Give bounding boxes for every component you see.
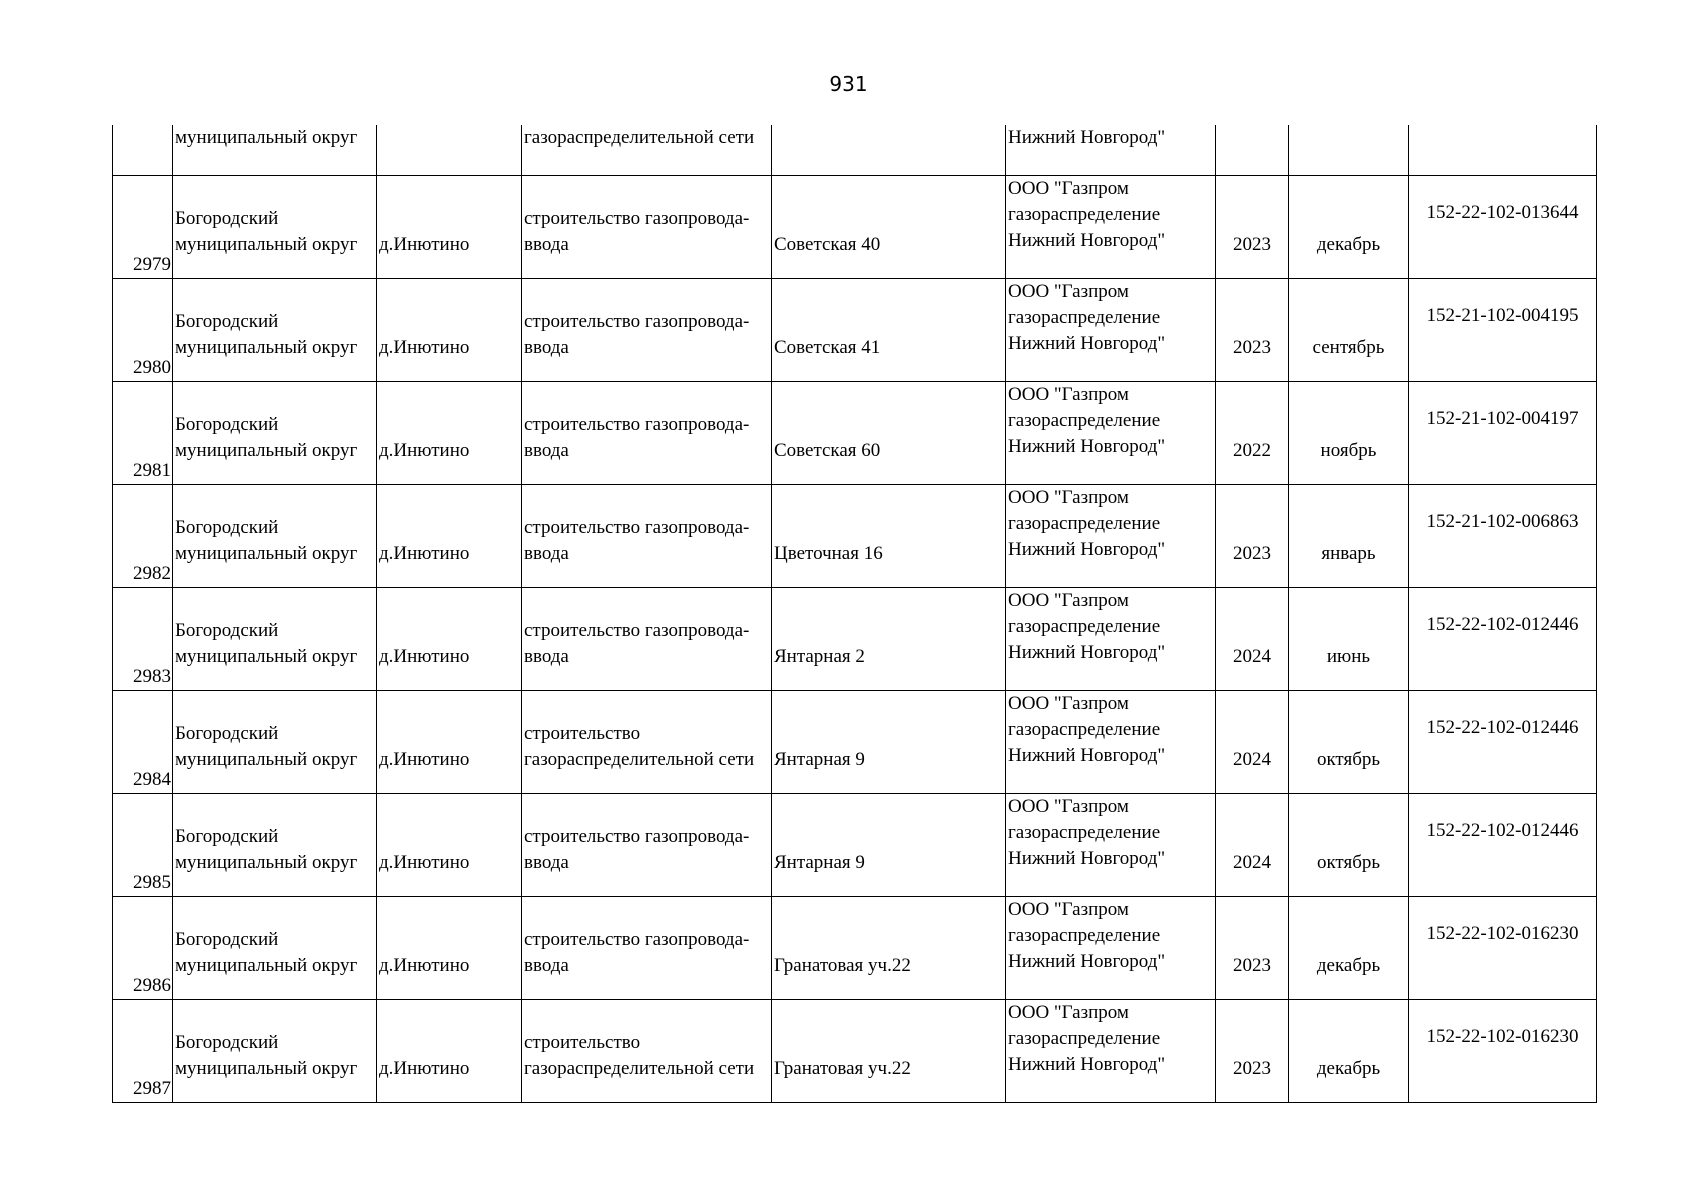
locality-cell (377, 793, 522, 896)
year-text (1216, 279, 1288, 381)
operator-line: Нижний Новгород" (1008, 538, 1166, 560)
year-value: 2023 (1233, 954, 1271, 976)
district-line: муниципальный округ (175, 748, 358, 770)
table-row (113, 484, 1597, 587)
work-type-line: ввода (524, 439, 569, 461)
district-line: муниципальный округ (175, 439, 358, 461)
table-row (113, 278, 1597, 381)
contract-text (1409, 588, 1596, 690)
district-line: Богородский (175, 207, 279, 229)
district-text (175, 382, 376, 484)
year-cell (1216, 484, 1289, 587)
row-number-cell: 2987 (113, 999, 173, 1102)
address-line: Янтарная 9 (774, 851, 865, 873)
month-cell (1289, 484, 1409, 587)
address-line: Янтарная 9 (774, 748, 865, 770)
address-text (774, 382, 1005, 484)
month-value: октябрь (1316, 748, 1381, 770)
work-type-cell (522, 896, 772, 999)
year-cell (1216, 125, 1289, 175)
locality-text (379, 485, 521, 587)
locality-cell (377, 175, 522, 278)
year-text (1216, 897, 1288, 999)
work-type-cell (522, 381, 772, 484)
operator-line: ООО "Газпром (1008, 795, 1129, 817)
address-cell (772, 999, 1006, 1102)
operator-text (1008, 691, 1215, 793)
address-text (774, 279, 1005, 381)
year-value: 2023 (1233, 1057, 1271, 1079)
district-line: муниципальный округ (175, 1057, 358, 1079)
locality-line: д.Инютино (379, 439, 470, 461)
operator-text (1008, 279, 1215, 381)
locality-cell (377, 690, 522, 793)
contract-cell (1409, 381, 1597, 484)
work-type-line: строительство газопровода- (524, 207, 750, 229)
district-text (175, 897, 376, 999)
operator-line: ООО "Газпром (1008, 486, 1129, 508)
row-number-cell: 2981 (113, 381, 173, 484)
locality-line: д.Инютино (379, 645, 470, 667)
month-text (1289, 897, 1408, 999)
district-cell (173, 999, 377, 1102)
month-value: декабрь (1316, 954, 1381, 976)
year-value: 2023 (1233, 542, 1271, 564)
operator-line: газораспределение (1008, 512, 1161, 534)
work-type-line: строительство газопровода- (524, 413, 750, 435)
row-number-cell: 2986 (113, 896, 173, 999)
contract-text (1409, 382, 1596, 484)
year-cell (1216, 896, 1289, 999)
district-line: Богородский (175, 722, 279, 744)
operator-text (1008, 382, 1215, 484)
locality-cell (377, 587, 522, 690)
work-type-line: ввода (524, 851, 569, 873)
operator-line: ООО "Газпром (1008, 383, 1129, 405)
address-line: Гранатовая уч.22 (774, 954, 911, 976)
month-text (1289, 176, 1408, 278)
work-type-line: строительство газопровода- (524, 619, 750, 641)
contract-number: 152-22-102-016230 (1426, 922, 1579, 944)
table-row (113, 175, 1597, 278)
district-line: Богородский (175, 619, 279, 641)
year-cell (1216, 690, 1289, 793)
work-type-line: строительство газопровода- (524, 310, 750, 332)
operator-line: ООО "Газпром (1008, 898, 1129, 920)
work-type-line: газораспределительной сети (524, 748, 755, 770)
month-value: декабрь (1316, 233, 1381, 255)
row-number-cell: 2982 (113, 484, 173, 587)
operator-text (1008, 1000, 1215, 1102)
operator-cell (1006, 484, 1216, 587)
operator-cell (1006, 278, 1216, 381)
operator-line: ООО "Газпром (1008, 177, 1129, 199)
locality-cell (377, 896, 522, 999)
district-cell (173, 587, 377, 690)
district-text (175, 588, 376, 690)
district-line: муниципальный округ (175, 542, 358, 564)
operator-cell (1006, 381, 1216, 484)
district-line: муниципальный округ (175, 645, 358, 667)
operator-line: ООО "Газпром (1008, 1001, 1129, 1023)
contract-cell (1409, 690, 1597, 793)
operator-line: Нижний Новгород" (1008, 332, 1166, 354)
operator-text (1008, 485, 1215, 587)
operator-cell (1006, 587, 1216, 690)
work-type-text (524, 897, 771, 999)
locality-line: д.Инютино (379, 954, 470, 976)
district-text (175, 176, 376, 278)
operator-cell (1006, 175, 1216, 278)
month-cell (1289, 587, 1409, 690)
month-cell (1289, 690, 1409, 793)
operator-line: газораспределение (1008, 718, 1161, 740)
district-text (175, 485, 376, 587)
month-value: январь (1321, 542, 1376, 564)
district-line: Богородский (175, 1031, 279, 1053)
locality-line: д.Инютино (379, 336, 470, 358)
operator-line: газораспределение (1008, 306, 1161, 328)
locality-cell (377, 125, 522, 175)
operator-text (1008, 176, 1215, 278)
table-row (113, 896, 1597, 999)
operator-text (1008, 897, 1215, 999)
contract-text (1409, 691, 1596, 793)
address-line: Гранатовая уч.22 (774, 1057, 911, 1079)
month-cell (1289, 793, 1409, 896)
work-type-cell (522, 278, 772, 381)
contract-text (1409, 1000, 1596, 1102)
operator-line: газораспределение (1008, 615, 1161, 637)
locality-cell (377, 381, 522, 484)
district-cell (173, 793, 377, 896)
locality-text (379, 382, 521, 484)
locality-text (379, 897, 521, 999)
operator-cell (1006, 999, 1216, 1102)
work-type-line: ввода (524, 336, 569, 358)
work-type-cell (522, 484, 772, 587)
locality-text (379, 794, 521, 896)
work-type-text (524, 1000, 771, 1102)
address-line: Советская 40 (774, 233, 881, 255)
work-type-line: ввода (524, 542, 569, 564)
address-cell (772, 896, 1006, 999)
work-type-text (524, 279, 771, 381)
address-cell (772, 484, 1006, 587)
district-cell (173, 484, 377, 587)
contract-cell (1409, 484, 1597, 587)
district-line: Богородский (175, 928, 279, 950)
district-line: Богородский (175, 825, 279, 847)
month-text (1289, 691, 1408, 793)
table-row (113, 793, 1597, 896)
operator-line: Нижний Новгород" (1008, 1053, 1166, 1075)
operator-text (1008, 588, 1215, 690)
month-cell (1289, 896, 1409, 999)
contract-text (1409, 485, 1596, 587)
district-line: Богородский (175, 516, 279, 538)
address-text (774, 691, 1005, 793)
operator-cell (1006, 690, 1216, 793)
table-row (113, 690, 1597, 793)
month-value: ноябрь (1320, 439, 1377, 461)
district-line: Богородский (175, 310, 279, 332)
address-text (774, 794, 1005, 896)
work-type-line: ввода (524, 233, 569, 255)
district-text (175, 794, 376, 896)
work-type-cell (522, 793, 772, 896)
month-value: декабрь (1316, 1057, 1381, 1079)
work-type-line: строительство (524, 1031, 641, 1053)
address-line: Советская 60 (774, 439, 881, 461)
work-type-line: ввода (524, 645, 569, 667)
contract-cell (1409, 278, 1597, 381)
district-cell (173, 690, 377, 793)
year-value: 2022 (1233, 439, 1271, 461)
contract-text (1409, 279, 1596, 381)
year-value: 2024 (1233, 748, 1271, 770)
locality-text (379, 279, 521, 381)
operator-line: газораспределение (1008, 409, 1161, 431)
locality-line: д.Инютино (379, 748, 470, 770)
address-text (774, 897, 1005, 999)
address-cell (772, 125, 1006, 175)
operator-line: ООО "Газпром (1008, 589, 1129, 611)
district-line: муниципальный округ (175, 954, 358, 976)
locality-cell (377, 999, 522, 1102)
month-value: июнь (1326, 645, 1371, 667)
year-cell (1216, 175, 1289, 278)
operator-line: газораспределение (1008, 1027, 1161, 1049)
contract-cell (1409, 896, 1597, 999)
contract-number: 152-22-102-012446 (1426, 613, 1579, 635)
locality-cell (377, 278, 522, 381)
locality-text (379, 588, 521, 690)
address-text (774, 588, 1005, 690)
month-text (1289, 588, 1408, 690)
address-line: Советская 41 (774, 336, 881, 358)
contract-number: 152-22-102-016230 (1426, 1025, 1579, 1047)
year-text (1216, 588, 1288, 690)
year-cell (1216, 999, 1289, 1102)
year-text (1216, 691, 1288, 793)
month-cell (1289, 278, 1409, 381)
contract-number: 152-22-102-012446 (1426, 716, 1579, 738)
work-type-line: строительство газопровода- (524, 825, 750, 847)
year-cell (1216, 587, 1289, 690)
district-cell (173, 278, 377, 381)
address-cell (772, 793, 1006, 896)
contract-number: 152-22-102-012446 (1426, 819, 1579, 841)
address-text (774, 1000, 1005, 1102)
work-type-cell (522, 690, 772, 793)
address-text (774, 485, 1005, 587)
district-line: муниципальный округ (175, 336, 358, 358)
district-line: муниципальный округ (175, 851, 358, 873)
operator-line: Нижний Новгород" (1008, 950, 1166, 972)
contract-number: 152-22-102-013644 (1426, 201, 1579, 223)
district-line: Богородский (175, 413, 279, 435)
contract-cell (1409, 587, 1597, 690)
row-number-cell: 2979 (113, 175, 173, 278)
row-number-cell: 2985 (113, 793, 173, 896)
district-cell (173, 175, 377, 278)
month-cell (1289, 125, 1409, 175)
contract-cell (1409, 175, 1597, 278)
month-text (1289, 485, 1408, 587)
work-type-line: строительство газопровода- (524, 928, 750, 950)
locality-line: д.Инютино (379, 851, 470, 873)
contract-number: 152-21-102-004195 (1426, 304, 1579, 326)
district-line: муниципальный округ (175, 233, 358, 255)
district-cell (173, 381, 377, 484)
address-text (774, 176, 1005, 278)
operator-line: ООО "Газпром (1008, 280, 1129, 302)
row-number-cell: 2984 (113, 690, 173, 793)
row-number-cell: 2980 (113, 278, 173, 381)
operator-line: Нижний Новгород" (1008, 744, 1166, 766)
locality-cell (377, 484, 522, 587)
table-row (113, 587, 1597, 690)
address-cell (772, 690, 1006, 793)
month-cell (1289, 381, 1409, 484)
operator-line: Нижний Новгород" (1008, 847, 1166, 869)
work-type-line: ввода (524, 954, 569, 976)
year-value: 2024 (1233, 851, 1271, 873)
year-value: 2024 (1233, 645, 1271, 667)
year-text (1216, 794, 1288, 896)
year-value: 2023 (1233, 336, 1271, 358)
address-cell (772, 278, 1006, 381)
contract-number: 152-21-102-004197 (1426, 407, 1579, 429)
year-text (1216, 382, 1288, 484)
operator-line: ООО "Газпром (1008, 692, 1129, 714)
month-text (1289, 1000, 1408, 1102)
address-cell (772, 175, 1006, 278)
locality-text (379, 691, 521, 793)
operator-cell (1006, 896, 1216, 999)
month-text (1289, 794, 1408, 896)
address-cell (772, 587, 1006, 690)
page-number: 931 (829, 72, 868, 96)
year-value: 2023 (1233, 233, 1271, 255)
work-type-text (524, 176, 771, 278)
locality-text (379, 176, 521, 278)
district-cell: муниципальный округ (173, 125, 377, 175)
month-value: сентябрь (1312, 336, 1385, 358)
year-text (1216, 176, 1288, 278)
locality-line: д.Инютино (379, 233, 470, 255)
month-value: октябрь (1316, 851, 1381, 873)
operator-text (1008, 794, 1215, 896)
year-cell (1216, 793, 1289, 896)
operator-line: Нижний Новгород" (1008, 435, 1166, 457)
work-type-line: газораспределительной сети (524, 1057, 755, 1079)
work-type-line: строительство газопровода- (524, 516, 750, 538)
district-text (175, 279, 376, 381)
num-cell (113, 125, 173, 175)
operator-cell: Нижний Новгород" (1006, 125, 1216, 175)
contract-cell (1409, 793, 1597, 896)
operator-line: газораспределение (1008, 821, 1161, 843)
operator-cell (1006, 793, 1216, 896)
operator-line: Нижний Новгород" (1008, 229, 1166, 251)
work-type-text (524, 485, 771, 587)
contract-text (1409, 794, 1596, 896)
locality-text (379, 1000, 521, 1102)
work-type-cell (522, 999, 772, 1102)
district-text (175, 691, 376, 793)
work-type-text (524, 691, 771, 793)
year-text (1216, 485, 1288, 587)
work-type-cell (522, 175, 772, 278)
operator-line: газораспределение (1008, 924, 1161, 946)
continuation-row (113, 125, 1597, 175)
table-row (113, 999, 1597, 1102)
contract-text (1409, 176, 1596, 278)
month-cell (1289, 999, 1409, 1102)
contract-cell (1409, 999, 1597, 1102)
address-line: Цветочная 16 (774, 542, 883, 564)
month-cell (1289, 175, 1409, 278)
year-cell (1216, 278, 1289, 381)
locality-line: д.Инютино (379, 1057, 470, 1079)
work-type-text (524, 588, 771, 690)
district-cell (173, 896, 377, 999)
address-line: Янтарная 2 (774, 645, 865, 667)
work-type-text (524, 794, 771, 896)
contract-number: 152-21-102-006863 (1426, 510, 1579, 532)
locality-line: д.Инютино (379, 542, 470, 564)
operator-line: Нижний Новгород" (1008, 641, 1166, 663)
year-cell (1216, 381, 1289, 484)
table-row (113, 381, 1597, 484)
contract-cell (1409, 125, 1597, 175)
operator-line: газораспределение (1008, 203, 1161, 225)
registry-table (112, 125, 1597, 1103)
work-type-cell: газораспределительной сети (522, 125, 772, 175)
work-type-text (524, 382, 771, 484)
work-type-line: строительство (524, 722, 641, 744)
row-number-cell: 2983 (113, 587, 173, 690)
contract-text (1409, 897, 1596, 999)
month-text (1289, 382, 1408, 484)
month-text (1289, 279, 1408, 381)
work-type-cell (522, 587, 772, 690)
year-text (1216, 1000, 1288, 1102)
address-cell (772, 381, 1006, 484)
district-text (175, 1000, 376, 1102)
